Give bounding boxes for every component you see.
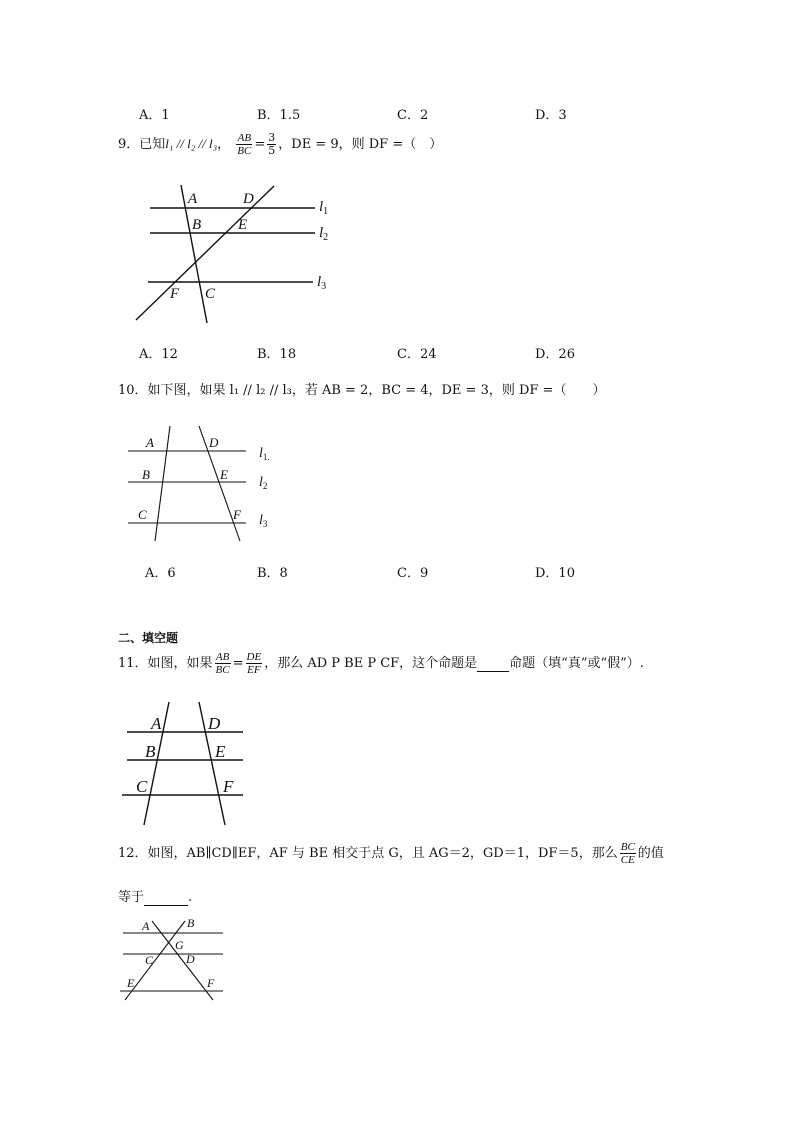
q11-label-d: D bbox=[208, 714, 221, 733]
q9-option-b: B．18 bbox=[257, 347, 297, 362]
q10-option-a: A．6 bbox=[145, 566, 176, 581]
q12-label-g: G bbox=[175, 938, 184, 952]
q11-fraction-ab-bc: $\frac{AB}{BC}$ bbox=[215, 651, 230, 676]
q9-label-l1: $l_1$ bbox=[319, 199, 329, 217]
q9-label-l3: $l_3$ bbox=[317, 274, 327, 292]
q8-option-a: A．1 bbox=[139, 108, 170, 123]
q12-label-e: E bbox=[127, 976, 135, 990]
q11-fraction-de-ef: $\frac{DE}{EF}$ bbox=[246, 651, 262, 676]
q9-stem: 9．已知l₁ // l₂ // l₃， $\frac{AB}{BC}$ = $\frac{3}{5}$ ，DE = 9，则 DF =（ ） bbox=[118, 131, 443, 157]
q11-label-b: B bbox=[145, 742, 156, 761]
q10-label-l2: $l_2$ bbox=[259, 475, 268, 491]
q10-label-l3: $l_3$ bbox=[259, 513, 268, 529]
q10-label-a: A bbox=[146, 435, 154, 450]
q10-label-f: F bbox=[233, 507, 241, 522]
q9-label-l2: $l_2$ bbox=[319, 225, 329, 243]
q11-label-e: E bbox=[215, 742, 226, 761]
q10-label-l1: $l_{1.}$ bbox=[259, 446, 270, 462]
q9-label-a: A bbox=[188, 191, 198, 207]
q12-label-b: B bbox=[187, 916, 195, 930]
q10-label-e: E bbox=[220, 467, 228, 482]
q12-label-a: A bbox=[142, 919, 150, 933]
q9-fraction-value: $\frac{3}{5}$ bbox=[268, 131, 276, 157]
q10-option-d: D．10 bbox=[535, 566, 575, 581]
q9-option-d: D．26 bbox=[535, 347, 575, 362]
q9-label-d: D bbox=[243, 191, 254, 207]
q9-option-c: C．24 bbox=[397, 347, 437, 362]
q9-option-a: A．12 bbox=[139, 347, 178, 362]
q10-label-c: C bbox=[138, 507, 147, 522]
q9-label-c: C bbox=[205, 286, 216, 302]
q8-option-d: D．3 bbox=[535, 108, 567, 123]
q12-label-d: D bbox=[186, 952, 195, 966]
q11-label-c: C bbox=[136, 777, 148, 796]
q12-label-f: F bbox=[207, 976, 215, 990]
section-fill-in-heading: 二、填空题 bbox=[118, 631, 179, 645]
q12-fraction-bc-ce: $\frac{BC}{CE}$ bbox=[620, 841, 635, 866]
q9-label-f: F bbox=[170, 286, 180, 302]
q9-label-e: E bbox=[238, 217, 248, 233]
q11-label-a: A bbox=[151, 714, 162, 733]
q10-label-b: B bbox=[142, 467, 150, 482]
q12-stem: 12．如图，AB∥CD∥EF，AF 与 BE 相交于点 G，且 AG＝2，GD＝1，DF＝5，那么 $\frac{BC}{CE}$ 的值 bbox=[118, 841, 664, 866]
q10-label-d: D bbox=[209, 435, 219, 450]
q11-stem: 11．如图，如果 $\frac{AB}{BC}$ = $\frac{DE}{EF}$ ，那么 AD P BE P CF，这个命题是 命题（填“真”或“假”）. bbox=[118, 651, 644, 676]
q8-option-b: B．1.5 bbox=[257, 108, 301, 123]
q9-label-b: B bbox=[192, 217, 202, 233]
q10-stem: 10．如下图，如果 l₁ // l₂ // l₃，若 AB = 2，BC = 4，DE = 3，则 DF =（ ） bbox=[118, 383, 606, 398]
q11-label-f: F bbox=[223, 777, 234, 796]
q9-fraction-ab-bc: $\frac{AB}{BC}$ bbox=[237, 132, 252, 157]
q12-stem-line2: 等于 . bbox=[118, 890, 193, 905]
q10-option-b: B．8 bbox=[257, 566, 288, 581]
q12-label-c: C bbox=[145, 953, 154, 967]
q8-option-c: C．2 bbox=[397, 108, 429, 123]
q10-option-c: C．9 bbox=[397, 566, 429, 581]
